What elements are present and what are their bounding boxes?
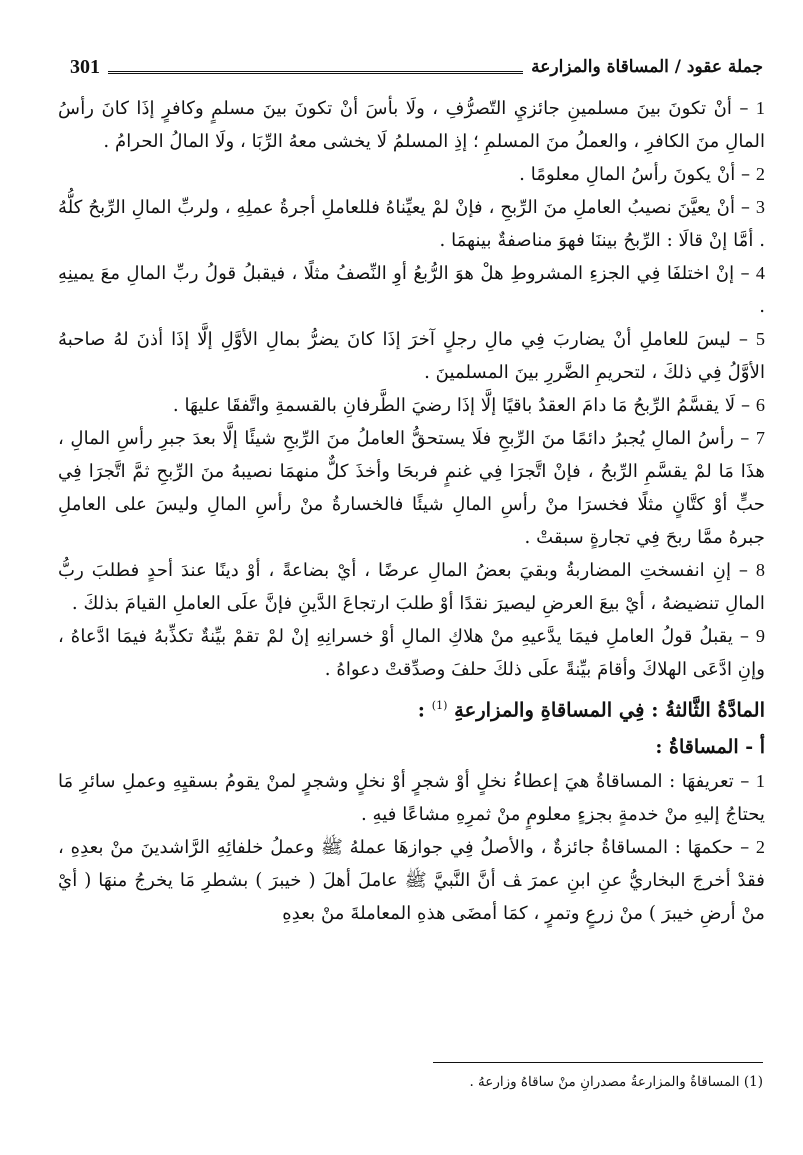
paragraph [58, 765, 765, 831]
footnote-number: (1) [743, 1074, 763, 1090]
section-heading-colon: : [417, 698, 432, 722]
paragraph-text: – حكمهَا : المساقاةُ جائزةٌ ، والأصلُ فِي جوازهَا عملهُ ﷺ وعملُ خلفائِهِ الرَّاشدينَ منْ بعدِهِ ، فقدْ أخرجَ البخاريُّ عنِ ابنِ عمرَ ﭫ أنَّ النَّبيَّ ﷺ عاملَ أهلَ ( خيبرَ ) بشطرِ مَا يخرجُ منهَا ( أيْ منْ أرضِ خيبرَ ) منْ زرعٍ وتمرٍ ، كمَا أمضَى هذهِ المعاملةَ منْ بعدِهِ [58, 836, 765, 924]
page-body [58, 92, 765, 930]
paragraph-text: – رأسُ المالِ يُجبرُ دائمًا منَ الرِّبحِ فلَا يستحقُّ العاملُ منَ الرِّبحِ شيئًا إلَّا بعدَ جبرِ رأسِ المالِ ، هذَا مَا لمْ يقسَّمِ الرِّبحُ ، فإنْ اتَّجرَا فِي غنمٍ فربحَا وأخذَ كلٌّ منهمَا نصيبهُ منَ الرِّبحِ ثمَّ اتَّجرَا فِي حبٍّ أوْ كتَّانٍ مثلًا فخسرَا منْ رأسِ المالِ شيئًا فالخسارةُ منْ رأسِ المالِ وليسَ على العاملِ جبرهُ ممَّا ربحَ فِي تجارةٍ سبقتْ . [58, 428, 765, 548]
header-rule [108, 71, 523, 74]
paragraph [58, 554, 765, 620]
paragraph-number: 1 [755, 770, 765, 791]
paragraph-text: – أنْ يكونَ رأسُ المالِ معلومًا . [519, 164, 756, 185]
paragraph-text: – إنِ انفسختِ المضاربةُ وبقيَ بعضُ المالِ عرضًا ، أيْ بضاعةً ، أوْ دينًا عندَ أحدٍ فطلبَ ربُّ المالِ تنضيضهُ ، أيْ بيعَ العرضِ ليصيرَ نقدًا أوْ طلبَ ارتجاعَ الدَّينِ فإنَّ علَى العاملِ القيامَ بذلكَ . [58, 560, 765, 614]
paragraph-number: 9 [755, 626, 765, 646]
section-heading-text: المادَّةُ الثَّالثةُ : فِي المساقاةِ والمزارعةِ [454, 698, 765, 722]
paragraph-text: – تعريفهَا : المساقاةُ هيَ إعطاءُ نخلٍ أوْ شجرٍ أوْ نخلٍ وشجرٍ لمنْ يقومُ بسقيِهِ وعملِ سائرِ مَا يحتاجُ إليهِ منْ خدمةٍ بجزءٍ معلومٍ منْ ثمرِهِ مشاعًا فيهِ . [58, 770, 765, 825]
footnote [300, 1072, 763, 1092]
paragraph-text: – أنْ يعيَّنَ نصيبُ العاملِ منَ الرِّبحِ ، فإنْ لمْ يعيِّناهُ فللعاملِ أجرةُ عملِهِ ، ولربِّ المالِ الرِّبحُ كلُّهُ . أمَّا إنْ قالَا : الرِّبحُ بيننَا فهوَ مناصفةٌ بينهمَا . [58, 197, 765, 251]
paragraph [58, 389, 765, 422]
paragraph-number: 5 [755, 329, 765, 349]
paragraph [58, 257, 765, 323]
paragraph-number: 3 [755, 197, 765, 217]
paragraph-text: – إنْ اختلفَا فِي الجزءِ المشروطِ هلْ هوَ الرُّبعُ أوِ النِّصفُ مثلًا ، فيقبلُ قولُ ربِّ المالِ معَ يمينِهِ . [58, 263, 765, 317]
paragraph [58, 620, 765, 686]
paragraph [58, 831, 765, 930]
paragraph [58, 92, 765, 158]
paragraph [58, 323, 765, 389]
paragraph-number: 6 [755, 395, 765, 415]
section-heading [58, 688, 765, 729]
footnote-ref: (1) [431, 699, 448, 712]
paragraph [58, 422, 765, 554]
running-title: جملة عقود / المساقاة والمزارعة [531, 57, 763, 77]
paragraph-number: 1 [755, 98, 765, 118]
page-header [70, 50, 763, 84]
paragraph-text: – أنْ تكونَ بينَ مسلمينِ جائزيِ التّصرُّفِ ، ولَا بأسَ أنْ تكونَ بينَ مسلمٍ وكافرٍ إذَا كانَ رأسُ المالِ منَ الكافرِ ، والعملُ منَ المسلمِ ؛ إذِ المسلمُ لَا يخشى معهُ الرِّبَا ، ولَا المالُ الحرامُ . [58, 98, 765, 152]
page-number: 301 [70, 55, 100, 78]
subheading: أ - المساقاةُ : [655, 735, 765, 758]
paragraph-number: 8 [755, 560, 765, 580]
paragraph-text: – لَا يقسَّمُ الرِّبحُ مَا دامَ العقدُ باقيًا إلَّا إذَا رضيَ الطَّرفانِ بالقسمةِ واتَّفقَا عليهَا . [172, 395, 756, 416]
footnote-text: المساقاةُ والمزارعةُ مصدرانِ منْ ساقاهُ وزارعهُ . [469, 1074, 744, 1090]
paragraph-text: – ليسَ للعاملِ أنْ يضاربَ فِي مالِ رجلٍ آخرَ إذَا كانَ يضرُّ بمالِ الأوَّلِ إلَّا إذَا أذنَ لهُ صاحبهُ الأوَّلُ فِي ذلكَ ، لتحريمِ الضَّررِ بينَ المسلمينَ . [58, 329, 765, 383]
footnote-divider [433, 1062, 763, 1063]
paragraph-text: – يقبلُ قولُ العاملِ فيمَا يدَّعيهِ منْ هلاكِ المالِ أوْ خسرانِهِ إنْ لمْ تقمْ بيِّنةٌ تكذِّبهُ فيمَا ادَّعاهُ ، وإنِ ادَّعَى الهلاكَ وأقامَ بيِّنةً علَى ذلكَ حلفَ وصدِّقتْ دعواهُ . [58, 626, 765, 680]
paragraph-number: 4 [755, 263, 765, 283]
paragraph [58, 158, 765, 191]
paragraph [58, 191, 765, 257]
paragraph-number: 2 [755, 164, 765, 184]
paragraph-number: 7 [755, 428, 765, 448]
paragraph-number: 2 [755, 836, 765, 857]
